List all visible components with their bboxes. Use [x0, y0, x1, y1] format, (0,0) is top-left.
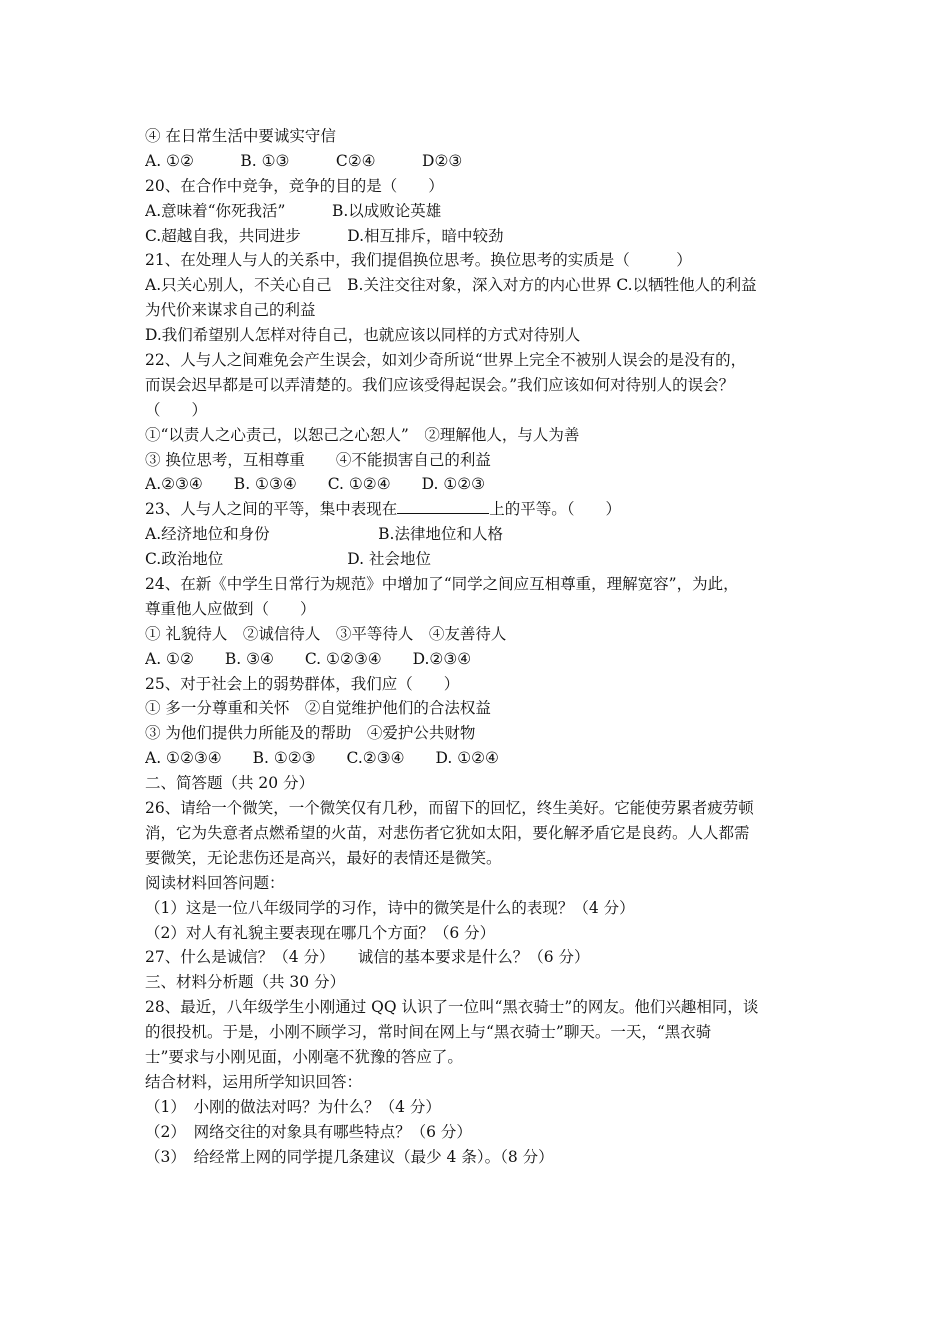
question-23 — [145, 497, 825, 522]
question-27: 27、什么是诚信？（4 分） 诚信的基本要求是什么？（6 分） — [145, 948, 590, 967]
fill-in-blank — [397, 499, 489, 514]
text-line: 消，它为失意者点燃希望的火苗，对悲伤者它犹如太阳，要化解矛盾它是良药。人人都需 — [145, 823, 750, 842]
answer-options: A. ①②③④ B. ①②③ C.②③④ D. ①②④ — [145, 749, 499, 768]
text-line: 要微笑，无论悲伤还是高兴，最好的表情还是微笑。 — [145, 848, 502, 867]
question-21: 21、在处理人与人的关系中，我们提倡换位思考。换位思考的实质是（ ） — [145, 251, 692, 270]
text-line: 士”要求与小刚见面，小刚毫不犹豫的答应了。 — [145, 1047, 463, 1066]
answer-options: C.政治地位 D. 社会地位 — [145, 550, 431, 569]
text-line: ① 多一分尊重和关怀 ②自觉维护他们的合法权益 — [145, 699, 491, 718]
question-26: 26、请给一个微笑，一个微笑仅有几秒，而留下的回忆，终生美好。它能使劳累者疲劳顿 — [145, 799, 754, 818]
text-line: 结合材料，运用所学知识回答： — [145, 1072, 363, 1091]
exam-content — [145, 124, 825, 1169]
question-25: 25、对于社会上的弱势群体，我们应（ ） — [145, 674, 460, 693]
text-line: 尊重他人应做到（ ） — [145, 599, 316, 618]
question-28: 28、最近，八年级学生小刚通过 QQ 认识了一位叫“黑衣骑士”的网友。他们兴趣相同，谈 — [145, 998, 759, 1017]
text-line: 为代价来谋求自己的利益 — [145, 301, 316, 320]
sub-question: （2）对人有礼貌主要表现在哪几个方面？（6 分） — [145, 923, 496, 942]
text-line: ③ 换位思考，互相尊重 ④不能损害自己的利益 — [145, 450, 491, 469]
sub-question: （2） 网络交往的对象具有哪些特点？（6 分） — [145, 1122, 472, 1141]
answer-options: A.只关心别人，不关心自己 B.关注交往对象，深入对方的内心世界 C.以牺牲他人的利益 — [145, 276, 757, 295]
text-line: ① 礼貌待人 ②诚信待人 ③平等待人 ④友善待人 — [145, 624, 507, 643]
sub-question: （1） 小刚的做法对吗？为什么？（4 分） — [145, 1097, 441, 1116]
question-23-end: 上的平等。（ ） — [489, 500, 621, 519]
answer-options: A. ①② B. ③④ C. ①②③④ D.②③④ — [145, 649, 472, 668]
text-line: 阅读材料回答问题： — [145, 873, 285, 892]
answer-options: D.我们希望别人怎样对待自己，也就应该以同样的方式对待别人 — [145, 326, 581, 345]
text-line: ④ 在日常生活中要诚实守信 — [145, 127, 336, 145]
sub-question: （3） 给经常上网的同学提几条建议（最少 4 条）。（8 分） — [145, 1147, 554, 1166]
text-line: （ ） — [145, 400, 208, 419]
text-line: ③ 为他们提供力所能及的帮助 ④爱护公共财物 — [145, 724, 476, 743]
answer-options: A.意味着“你死我活” B.以成败论英雄 — [145, 201, 442, 220]
answer-options: A.经济地位和身份 B.法律地位和人格 — [145, 525, 503, 544]
question-20: 20、在合作中竞争，竞争的目的是（ ） — [145, 176, 444, 195]
answer-options: A. ①② B. ①③ C②④ D②③ — [145, 151, 463, 170]
text-line: ①“以责人之心责己，以恕己之心恕人” ②理解他人，与人为善 — [145, 425, 580, 444]
text-line: 而误会迟早都是可以弄清楚的。我们应该受得起误会。”我们应该如何对待别人的误会？ — [145, 375, 735, 394]
question-24: 24、在新《中学生日常行为规范》中增加了“同学之间应互相尊重，理解宽容”，为此， — [145, 575, 739, 594]
sub-question: （1）这是一位八年级同学的习作，诗中的微笑是什么的表现？（4 分） — [145, 898, 635, 917]
question-22: 22、人与人之间难免会产生误会，如刘少奇所说“世界上完全不被别人误会的是没有的， — [145, 351, 747, 370]
text-line: 的很投机。于是，小刚不顾学习，常时间在网上与“黑衣骑士”聊天。一天，“黑衣骑 — [145, 1023, 712, 1042]
answer-options: C.超越自我，共同进步 D.相互排斥，暗中较劲 — [145, 226, 504, 245]
section-heading: 三、材料分析题（共 30 分） — [145, 973, 346, 992]
section-heading: 二、简答题（共 20 分） — [145, 774, 315, 793]
answer-options: A.②③④ B. ①③④ C. ①②④ D. ①②③ — [145, 475, 486, 494]
question-23-start: 23、人与人之间的平等，集中表现在 — [145, 500, 398, 519]
